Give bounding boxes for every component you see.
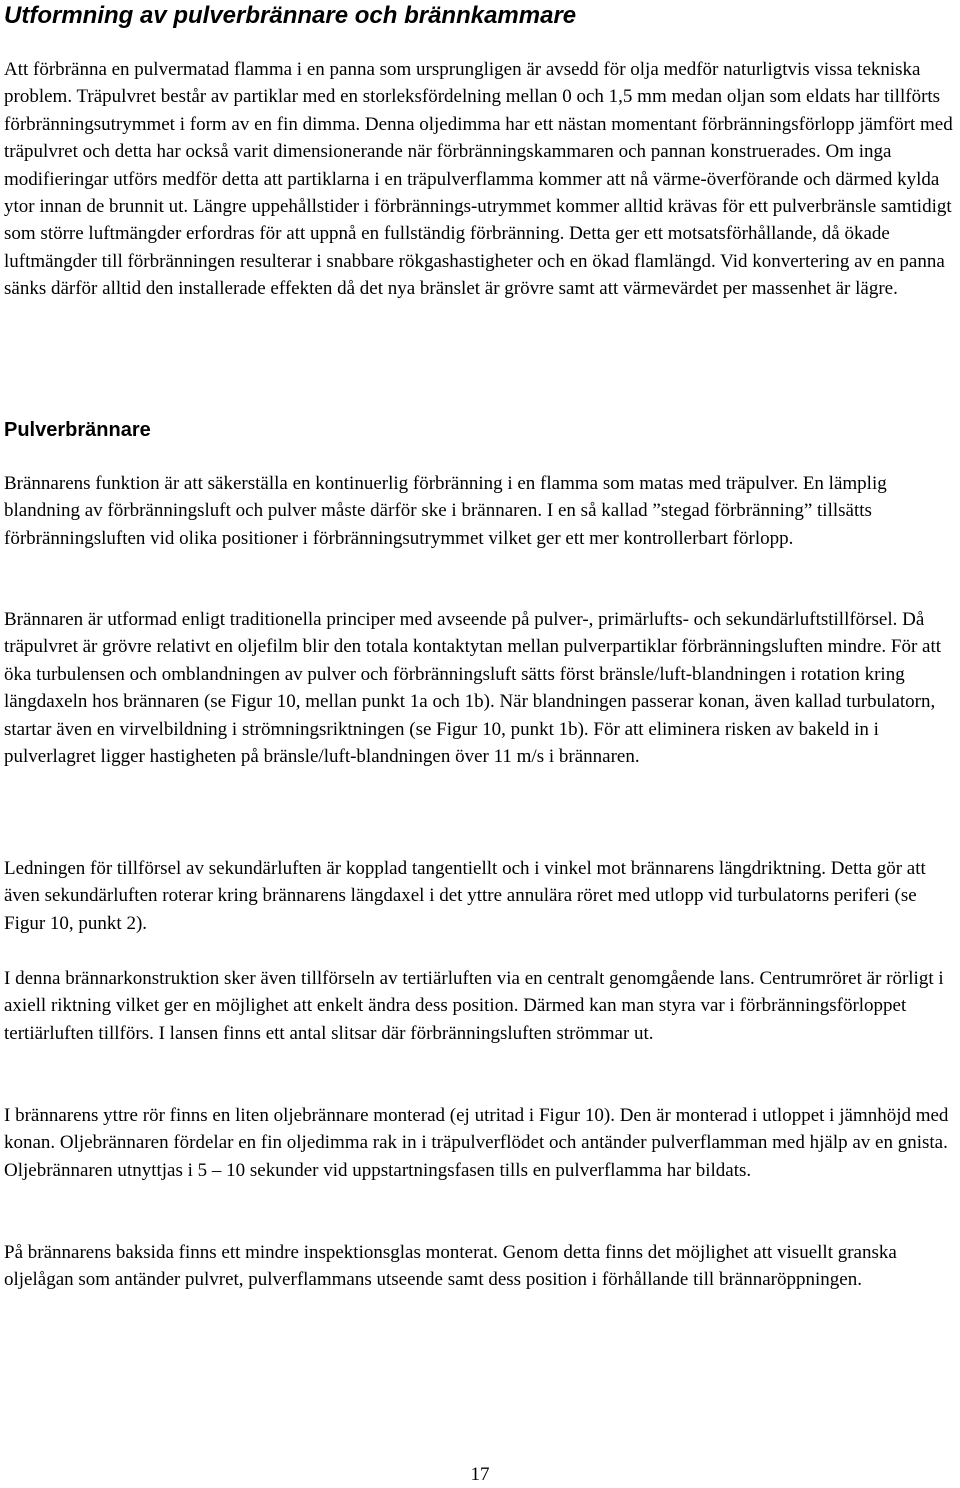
paragraph-utformning: Brännaren är utformad enligt traditionella principer med avseende på pulver-, primärlufts- och sekundärluftstillförsel. Då träpulvret är grövre relativt en oljefilm blir den totala kontaktytan mellan pulverpartiklar förbränningsluften mindre. För att öka turbulensen och omblandningen av pulver och förbränningsluft sätts först bränsle/luft-blandningen i rotation kring längdaxeln hos brännaren (se Figur 10, mellan punkt 1a och 1b). När blandningen passerar konan, även kallad turbulatorn, startar även en virvelbildning i strömningsriktningen (se Figur 10, punkt 1b). För att eliminera risken av bakeld in i pulverlagret ligger hastigheten på bränsle/luft-blandningen över 11 m/s i brännaren. bbox=[4, 609, 942, 768]
intro-paragraph: Att förbränna en pulvermatad flamma i en panna som ursprungligen är avsedd för olja medför naturligtvis vissa tekniska problem. Träpulvret består av partiklar med en storleksfördelning mellan 0 och 1,5 mm medan oljan som eldats har tillförts förbränningsutrymmet i form av en fin dimma. Denna oljedimma har ett nästan momentant förbränningsförlopp jämfört med träpulvret och detta har också varit dimensionerande när förbränningskammaren och pannan konstruerades. Om inga modifieringar utförs medför detta att partiklarna i en träpulverflamma kommer att nå värme-överförande och därmed kylda ytor innan de brunnit ut. Längre uppehållstider i förbrännings-utrymmet kommer alltid krävas för ett pulverbränsle samtidigt som större luftmängder erfordras för att uppnå en fullständig förbränning. Detta ger ett motsatsförhållande, då ökade luftmängder till förbränningen resulterar i snabbare rökgashastigheter och en ökad flamlängd. Vid konvertering av en panna sänks därför alltid den installerade effekten då det nya bränslet är grövre samt att värmevärdet per massenhet är lägre. bbox=[4, 59, 953, 300]
paragraph-oljebrannare: I brännarens yttre rör finns en liten oljebrännare monterad (ej utritad i Figur 10). Den är monterad i utloppet i jämnhöjd med konan. Oljebrännaren fördelar en fin oljedimma rak in i träpulverflödet och antänder pulverflamman med hjälp av en gnista. Oljebrännaren utnyttjas i 5 – 10 sekunder vid uppstartningsfasen tills en pulverflamma har bildats. bbox=[4, 1105, 949, 1181]
paragraph-inspektionsglas: På brännarens baksida finns ett mindre inspektionsglas monterat. Genom detta finns det möjlighet att visuellt granska oljelågan som antänder pulvret, pulverflammans utseende samt dess position i förhållande till brännaröppningen. bbox=[4, 1242, 897, 1291]
section-heading: Pulverbrännare bbox=[4, 419, 151, 441]
paragraph-sekundarluft: Ledningen för tillförsel av sekundärluften är kopplad tangentiellt och i vinkel mot brännarens längdriktning. Detta gör att även sekundärluften roterar kring brännarens längdaxel i det yttre annulära röret med utlopp vid turbulatorns periferi (se Figur 10, punkt 2). bbox=[4, 858, 926, 934]
page-title: Utformning av pulverbrännare och brännkammare bbox=[4, 2, 577, 29]
page-number: 17 bbox=[470, 1464, 490, 1485]
paragraph-tertiarluft: I denna brännarkonstruktion sker även tillförseln av tertiärluften via en centralt genomgående lans. Centrumröret är rörligt i axiell riktning vilket ger en möjlighet att enkelt ändra dess position. Därmed kan man styra var i förbränningsförloppet tertiärluften tillförs. I lansen finns ett antal slitsar där förbränningsluften strömmar ut. bbox=[4, 968, 944, 1044]
paragraph-brannarens-funktion: Brännarens funktion är att säkerställa en kontinuerlig förbränning i en flamma som matas med träpulver. En lämplig blandning av förbränningsluft och pulver måste därför ske i brännaren. I en så kallad ”stegad förbränning” tillsätts förbränningsluften vid olika positioner i förbränningsutrymmet vilket ger ett mer kontrollerbart förlopp. bbox=[4, 473, 887, 549]
